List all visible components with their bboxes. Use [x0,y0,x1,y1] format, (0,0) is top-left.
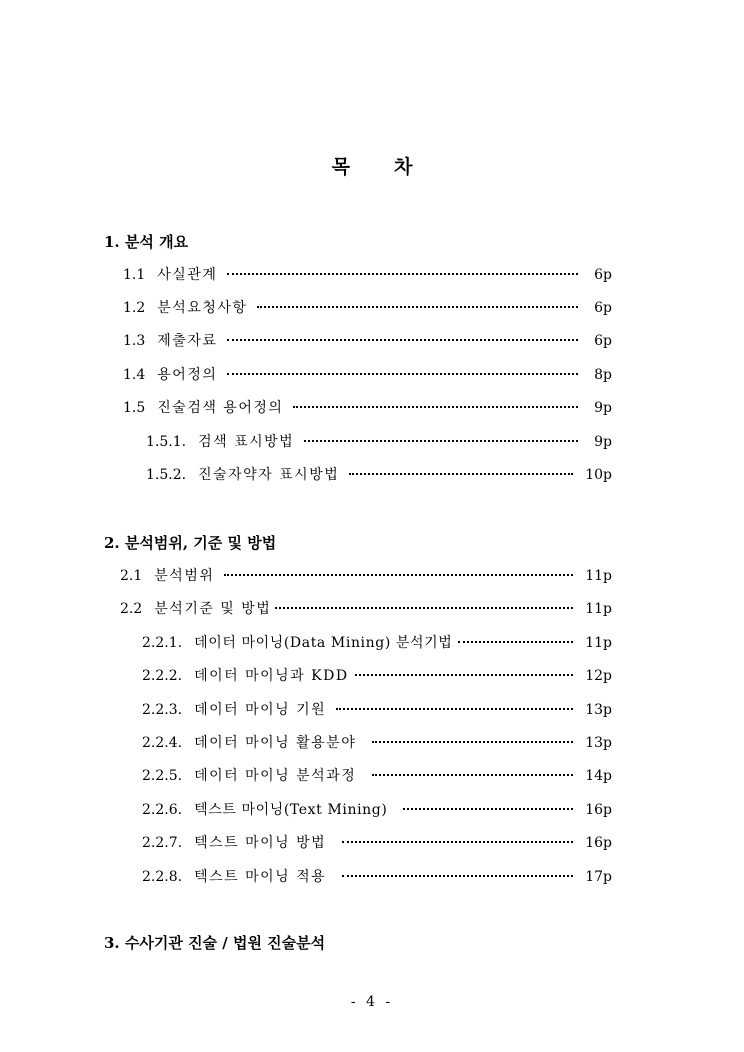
toc-entry-1-5[interactable] [123,397,612,417]
toc-entry-number: 2.1 [120,568,143,584]
toc-entry-page: 13p [585,702,612,718]
toc-entry-title: 분석기준 및 방법 [154,601,272,617]
toc-entry-number: 1.5 [123,400,146,416]
toc-entry-number: 2.2.7. [142,835,183,851]
toc-entry-page: 13p [585,735,612,751]
toc-entry-number: 2.2.1. [142,635,183,651]
dot-leader [224,574,573,576]
section-heading-2: 2. 분석범위, 기준 및 방법 [104,534,277,552]
toc-entry-number: 2.2.8. [142,869,183,885]
toc-entry-number: 1.3 [123,333,146,349]
page-title [0,152,744,179]
toc-entry-2-2[interactable] [120,598,612,618]
toc-entry-1-1[interactable] [123,264,612,284]
toc-entry-page: 14p [585,768,612,784]
dot-leader [403,808,573,810]
toc-entry-2-2-3[interactable] [142,699,612,719]
toc-entry-title: 데이터 마이닝 기원 [194,702,327,718]
toc-entry-title: 데이터 마이닝(Data Mining) 분석기법 [194,635,453,651]
toc-entry-title: 텍스트 마이닝 방법 [194,835,327,851]
toc-entry-1-5-2[interactable] [146,464,612,484]
toc-entry-title: 분석범위 [154,568,215,584]
toc-entry-2-2-2[interactable] [142,665,612,685]
toc-entry-page: 6p [594,300,612,316]
toc-entry-number: 1.5.2. [146,467,187,483]
toc-entry-page: 6p [594,267,612,283]
toc-entry-2-2-6[interactable] [142,799,612,819]
dot-leader [372,774,573,776]
toc-entry-page: 11p [585,635,612,651]
toc-entry-title: 데이터 마이닝과 KDD [194,668,349,684]
toc-entry-number: 2.2.4. [142,735,183,751]
dot-leader [293,406,578,408]
toc-entry-title: 검색 표시방법 [198,434,295,450]
toc-entry-2-2-4[interactable] [142,732,612,752]
toc-entry-page: 11p [585,601,612,617]
toc-entry-number: 1.4 [123,367,146,383]
toc-entry-1-5-1[interactable] [146,431,612,451]
toc-entry-number: 1.2 [123,300,146,316]
dot-leader [227,339,578,341]
title-left: 목 [331,156,350,178]
section-heading-3: 3. 수사기관 진술 / 법원 진술분석 [104,934,326,952]
dot-leader [227,273,578,275]
dot-leader [458,641,573,643]
toc-entry-title: 용어정의 [157,367,218,383]
dot-leader [342,841,573,843]
toc-entry-number: 2.2 [120,601,143,617]
section-heading-1: 1. 분석 개요 [104,233,189,251]
toc-entry-2-2-7[interactable] [142,832,612,852]
toc-entry-page: 16p [585,802,612,818]
toc-entry-page: 9p [594,400,612,416]
toc-entry-2-2-5[interactable] [142,765,612,785]
dot-leader [355,674,574,676]
toc-entry-title: 데이터 마이닝 분석과정 [194,768,357,784]
toc-entry-number: 2.2.2. [142,668,183,684]
toc-entry-number: 2.2.5. [142,768,183,784]
toc-entry-2-2-1[interactable] [142,632,612,652]
toc-entry-number: 1.1 [123,267,146,283]
dot-leader [227,373,578,375]
toc-entry-page: 6p [594,333,612,349]
toc-entry-title: 텍스트 마이닝 적용 [194,869,327,885]
dot-leader [304,440,578,442]
toc-entry-page: 10p [585,467,612,483]
toc-entry-title: 텍스트 마이닝(Text Mining) [194,802,388,818]
dot-leader [342,875,573,877]
toc-entry-number: 2.2.3. [142,702,183,718]
toc-entry-page: 16p [585,835,612,851]
toc-entry-title: 사실관계 [157,267,218,283]
toc-entry-1-3[interactable] [123,330,612,350]
toc-entry-page: 12p [585,668,612,684]
toc-entry-title: 진술검색 용어정의 [157,400,284,416]
toc-entry-2-1[interactable] [120,565,612,585]
dot-leader [275,607,573,609]
dot-leader [257,306,578,308]
dot-leader [349,473,573,475]
toc-entry-1-4[interactable] [123,364,612,384]
toc-entry-title: 데이터 마이닝 활용분야 [194,735,357,751]
toc-entry-page: 17p [585,869,612,885]
toc-entry-number: 2.2.6. [142,802,183,818]
toc-entry-number: 1.5.1. [146,434,187,450]
title-right: 차 [394,156,413,178]
dot-leader [372,741,573,743]
toc-entry-1-2[interactable] [123,297,612,317]
toc-entry-page: 8p [594,367,612,383]
toc-entry-title: 제출자료 [157,333,218,349]
toc-entry-2-2-8[interactable] [142,866,612,886]
toc-entry-title: 분석요청사항 [157,300,248,316]
toc-entry-page: 11p [585,568,612,584]
dot-leader [336,708,573,710]
toc-entry-page: 9p [594,434,612,450]
toc-entry-title: 진술자약자 표시방법 [198,467,340,483]
page-number: - 4 - [350,994,394,1010]
